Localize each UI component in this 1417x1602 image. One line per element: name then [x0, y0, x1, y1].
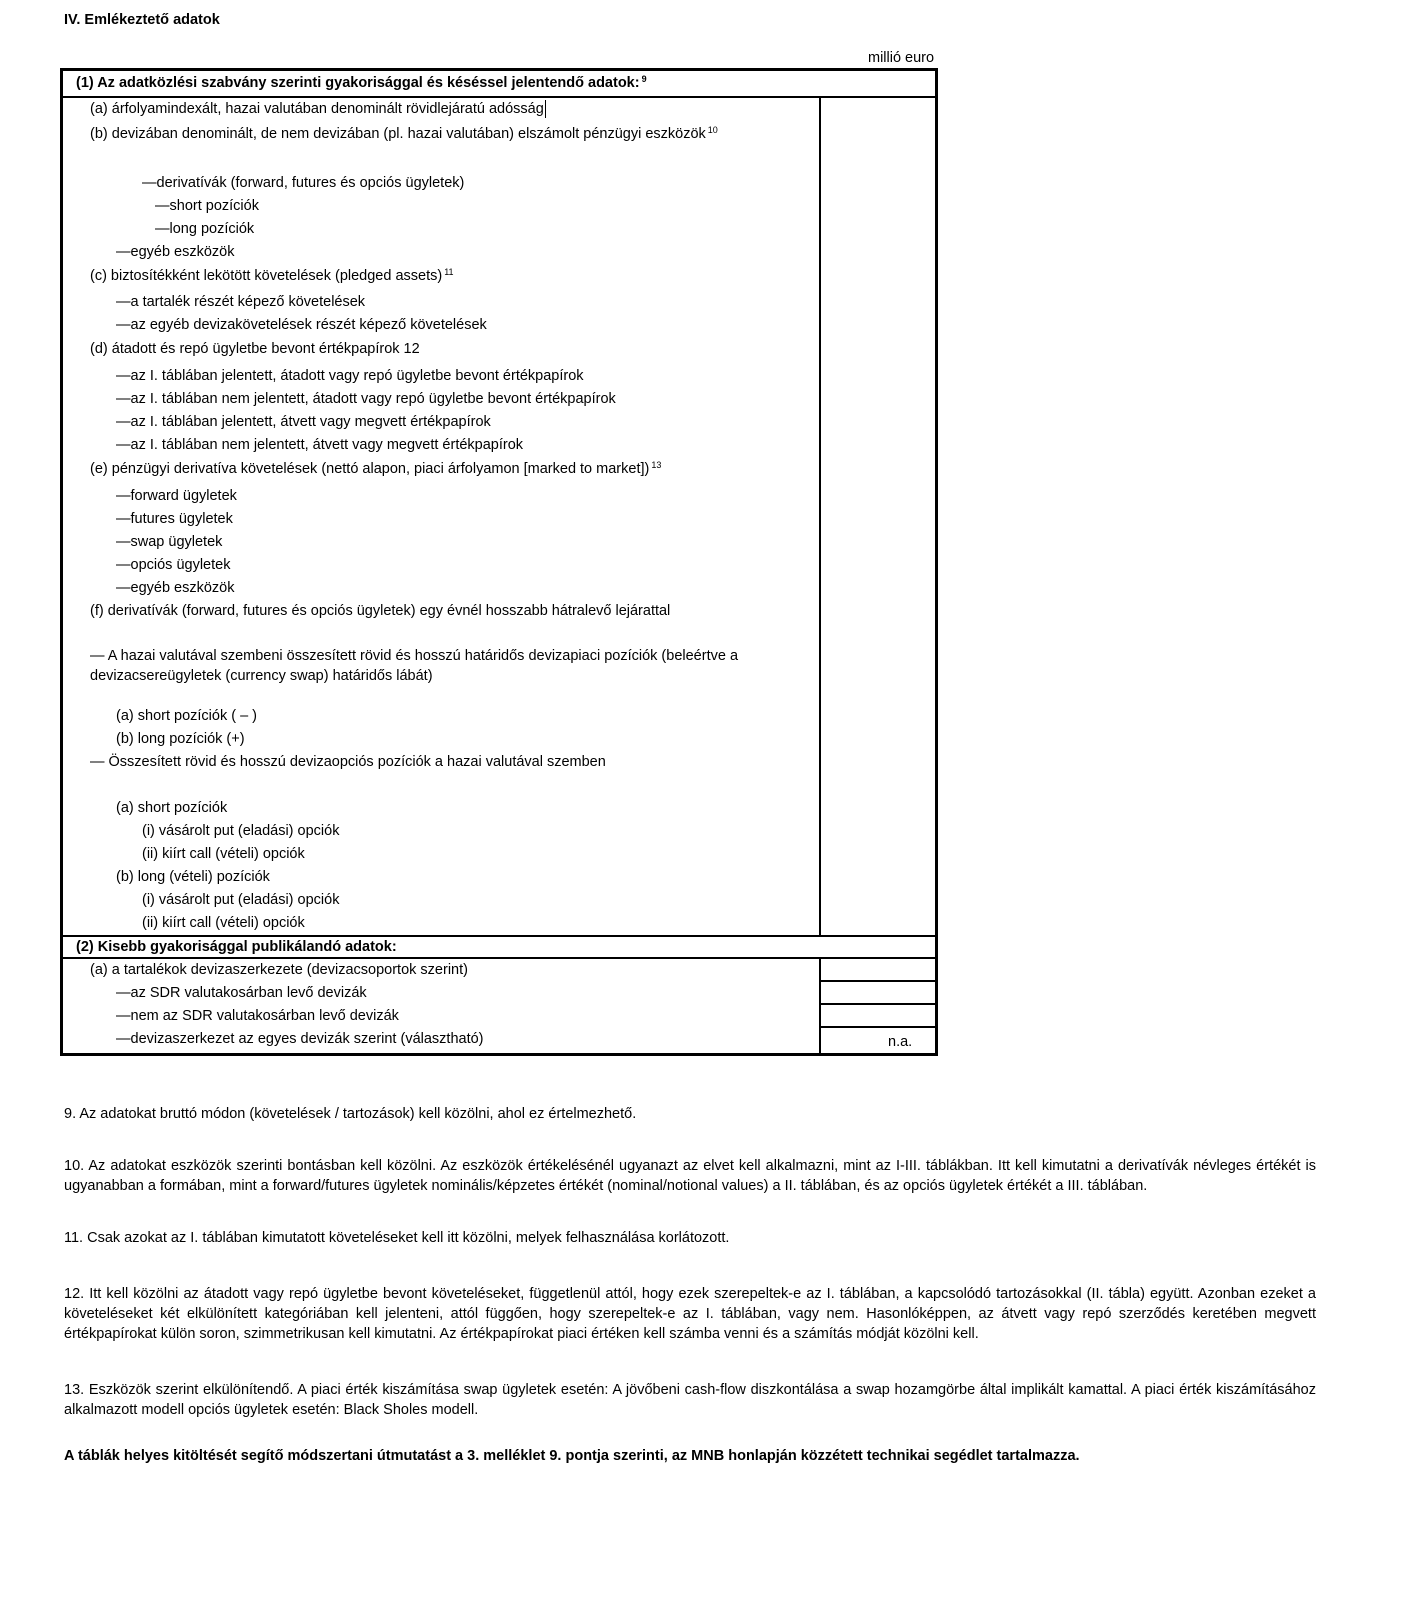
header-divider: [60, 96, 938, 98]
value-column-divider: [819, 97, 821, 935]
text-cursor: [545, 100, 547, 118]
row-b-long: —long pozíciók: [155, 221, 255, 237]
row-e: (e) pénzügyi derivatíva követelések (nettó alapon, piaci árfolyamon [marked to market]) $^{13}$: [90, 460, 662, 477]
footnote-9: 9. Az adatokat bruttó módon (követelések / tartozások) kell közölni, ahol ez értelmezhető.: [64, 1106, 637, 1122]
row-f-options: — Összesített rövid és hosszú devizaopciós pozíciók a hazai valutával szemben: [90, 754, 606, 770]
row-b-short: —short pozíciók: [155, 198, 259, 214]
row-b-derivatives: —derivatívák (forward, futures és opciós ügyletek): [142, 175, 465, 191]
row-2a-1: —az SDR valutakosárban levő devizák: [116, 985, 367, 1001]
row-f-opt-short-ii: (ii) kiírt call (vételi) opciók: [142, 846, 305, 862]
value-cell-divider: [819, 1026, 938, 1028]
row-d-3: —az I. táblában jelentett, átvett vagy megvett értékpapírok: [116, 414, 491, 430]
unit-label: millió euro: [868, 50, 935, 66]
section-divider: [60, 935, 938, 937]
row-f: (f) derivatívák (forward, futures és opciós ügyletek) egy évnél hosszabb hátralevő lejárattal: [90, 603, 671, 619]
row-f-opt-long-ii: (ii) kiírt call (vételi) opciók: [142, 915, 305, 931]
footnote-12: 12. Itt kell közölni az átadott vagy repó ügyletbe bevont követeléseket, függetlenül attól, hogy ezek szerepeltek-e az I. táblában, a kapcsolódó tartozásokkal (II. tábla) együtt. Azonban ezeket a követeléseket két elkülönített kategóriában kell jelenteni, attól függően, hogy szerepeltek-e az I. táblában, vagy nem. Hasonlóképpen, az átvett vagy repó szerződés keretében megvett értékpapírokat külön soron, szimmetrikusan kell kimutatni. Az értékpapírokat piaci értéken kell számba venni és a számítás módját közölni kell.: [64, 1286, 1316, 1342]
section1-header: (1) Az adatközlési szabvány szerinti gyakorisággal és késéssel jelentendő adatok: $^9$: [76, 74, 647, 91]
row-f-short: (a) short pozíciók ( – ): [116, 708, 258, 724]
row-e-2: —futures ügyletek: [116, 511, 233, 527]
row-f-opt-long: (b) long (vételi) pozíciók: [116, 869, 270, 885]
footnote-13: 13. Eszközök szerint elkülönítendő. A piaci érték kiszámítása swap ügyletek esetén: A jövőbeni cash-flow diszkontálása a swap hozamgörbe által implikált kamattal. A piaci érték kiszámításához alkalmazott modell opciós ügyletek esetén: Black Sholes modell.: [64, 1382, 1316, 1418]
row-e-5: —egyéb eszközök: [116, 580, 235, 596]
row-b: (b) devizában denominált, de nem devizában (pl. hazai valutában) elszámolt pénzügyi eszközök $^{10}$: [90, 125, 718, 142]
row-d: (d) átadott és repó ügyletbe bevont értékpapírok 12: [90, 341, 420, 357]
row-2a: (a) a tartalékok devizaszerkezete (devizacsoportok szerint): [90, 962, 468, 978]
methodology-note: A táblák helyes kitöltését segítő módszertani útmutatást a 3. melléklet 9. pontja szerinti, az MNB honlapján közzétett technikai segédlet tartalmazza.: [64, 1448, 1080, 1464]
value-column-divider-2: [819, 957, 821, 1053]
value-cell-divider: [819, 1003, 938, 1005]
row-c-1: —a tartalék részét képező követelések: [116, 294, 366, 310]
row-d-4: —az I. táblában nem jelentett, átvett vagy megvett értékpapírok: [116, 437, 524, 453]
row-2a-2: —nem az SDR valutakosárban levő devizák: [116, 1008, 399, 1024]
section-title: IV. Emlékeztető adatok: [64, 12, 220, 28]
row-2a-3: —devizaszerkezet az egyes devizák szerint (választható): [116, 1031, 484, 1047]
row-f-opt-long-i: (i) vásárolt put (eladási) opciók: [142, 892, 340, 908]
row-f-long: (b) long pozíciók (+): [116, 731, 245, 747]
row-f-paragraph: — A hazai valutával szembeni összesített rövid és hosszú határidős devizapiaci pozíciók (beleértve a devizacsereügyletek (currency swap) határidős lábát): [90, 648, 739, 684]
row-e-4: —opciós ügyletek: [116, 557, 231, 573]
footnote-11: 11. Csak azokat az I. táblában kimutatott követeléseket kell itt közölni, melyek felhasználása korlátozott.: [64, 1230, 730, 1246]
section2-header-divider: [60, 957, 938, 959]
row-c-2: —az egyéb devizakövetelések részét képező követelések: [116, 317, 487, 333]
row-f-opt-short-i: (i) vásárolt put (eladási) opciók: [142, 823, 340, 839]
value-na: n.a.: [888, 1034, 913, 1050]
row-e-1: —forward ügyletek: [116, 488, 237, 504]
row-f-opt-short: (a) short pozíciók: [116, 800, 228, 816]
section2-header: (2) Kisebb gyakorisággal publikálandó adatok:: [76, 939, 397, 955]
value-cell-divider: [819, 980, 938, 982]
row-d-1: —az I. táblában jelentett, átadott vagy repó ügyletbe bevont értékpapírok: [116, 368, 584, 384]
footnote-10: 10. Az adatokat eszközök szerinti bontásban kell közölni. Az eszközök értékelésénél ugyanazt az elvet kell alkalmazni, mint az I-III. táblákban. Itt kell kimutatni a derivatívák névleges értékét is ugyanabban a formában, mint a forward/futures ügyletek nominális/képzetes értékét (nominal/notional values) a II. táblában, és az opciós ügyletek értékét a III. táblában.: [64, 1158, 1316, 1194]
row-d-2: —az I. táblában nem jelentett, átadott vagy repó ügyletbe bevont értékpapírok: [116, 391, 616, 407]
row-c: (c) biztosítékként lekötött követelések (pledged assets) $^{11}$: [90, 267, 454, 284]
row-e-3: —swap ügyletek: [116, 534, 223, 550]
row-b-other: —egyéb eszközök: [116, 244, 235, 260]
row-a: (a) árfolyamindexált, hazai valutában denominált rövidlejáratú adósság: [90, 100, 546, 118]
